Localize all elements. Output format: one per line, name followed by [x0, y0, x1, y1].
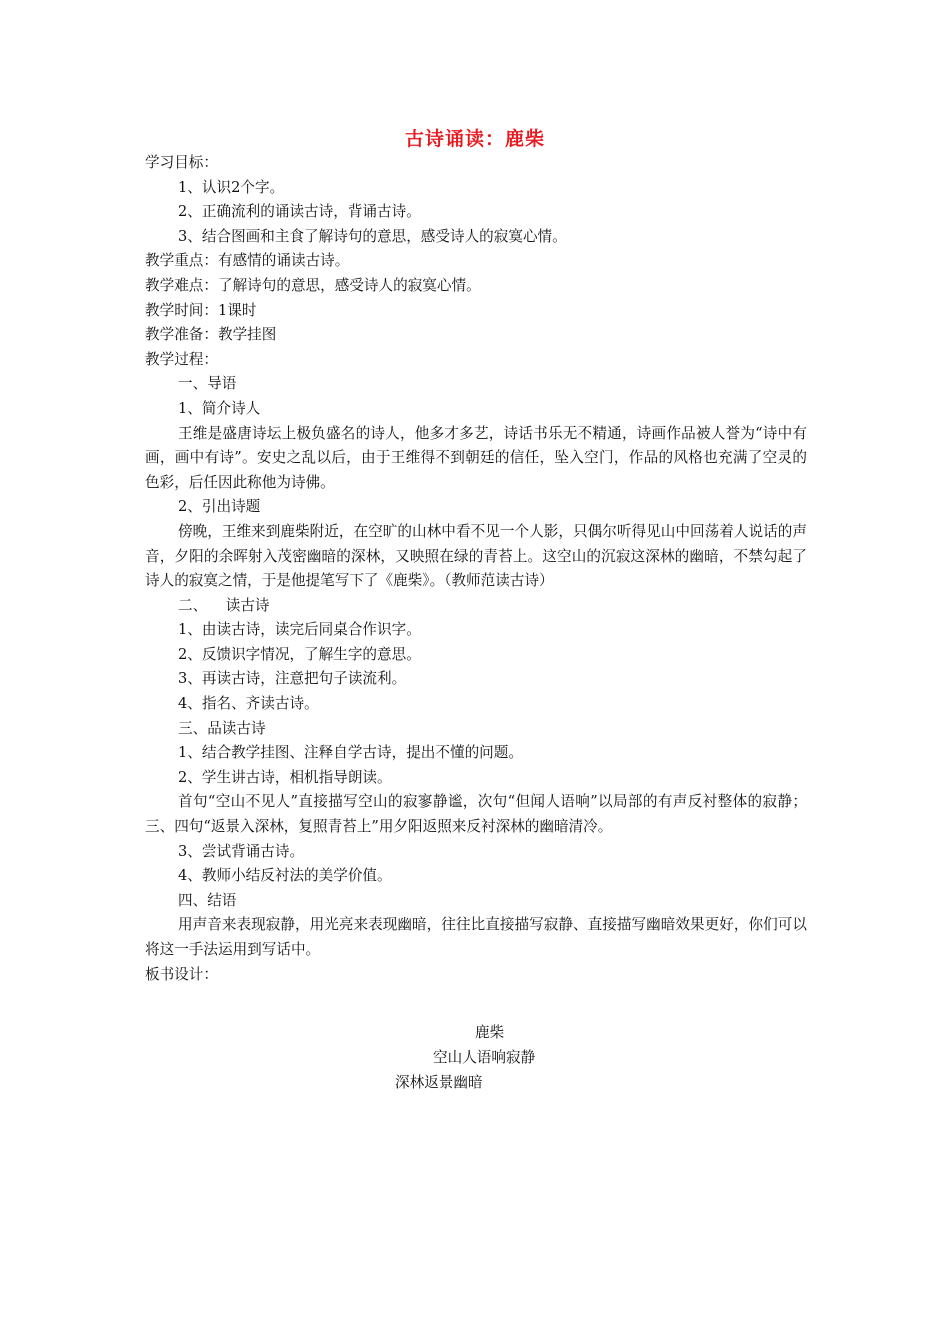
teaching-focus: 教学重点：有感情的诵读古诗。 — [145, 252, 350, 270]
paragraph-conclusion: 用声音来表现寂静，用光亮来表现幽暗，往往比直接描写寂静、直接描写幽暗效果更好，你们可以将这一手法运用到写话中。 — [145, 916, 807, 958]
board-title: 鹿柴 — [475, 1024, 505, 1041]
section-2-item-1: 1、由读古诗，读完后同桌合作识字。 — [178, 621, 421, 639]
section-2-item-2: 2、反馈识字情况，了解生字的意思。 — [178, 645, 421, 663]
board-line-1: 空山人语响寂静 — [433, 1049, 536, 1066]
paragraph-poem-analysis: 首句“空山不见人”直接描写空山的寂寥静谧，次句“但闻人语响”以局部的有声反衬整体的寂静；三、四句“返景入深林，复照青苔上”用夕阳返照来反衬深林的幽暗清冷。 — [145, 793, 807, 836]
section-4-heading: 四、结语 — [178, 891, 237, 909]
section-3-item-2: 2、学生讲古诗，相机指导朗读。 — [178, 768, 392, 786]
teaching-difficulty: 教学难点：了解诗句的意思，感受诗人的寂寞心情。 — [145, 276, 481, 294]
board-design-heading: 板书设计： — [145, 965, 218, 983]
process-heading: 教学过程： — [145, 350, 218, 368]
section-3-heading: 三、品读古诗 — [178, 719, 266, 737]
page-title: 古诗诵读：鹿柴 — [404, 128, 545, 150]
paragraph-title-intro: 傍晚，王维来到鹿柴附近，在空旷的山林中看不见一个人影，只偶尔听得见山中回荡着人说话的声音，夕阳的余晖射入茂密幽暗的深林，又映照在绿的青苔上。这空山的沉寂这深林的幽暗，不禁勾起了诗人的寂寞之情，于是他提笔写下了《鹿柴》。（教师范读古诗） — [145, 522, 807, 590]
section-2-heading: 二、 读古诗 — [178, 596, 270, 614]
document-body — [145, 151, 807, 987]
goals-heading: 学习目标： — [145, 154, 218, 171]
section-1-item-1: 1、简介诗人 — [178, 399, 261, 417]
section-2-item-3: 3、再读古诗，注意把句子读流利。 — [178, 670, 407, 688]
goal-item-3: 3、结合图画和主食了解诗句的意思，感受诗人的寂寞心情。 — [178, 227, 567, 245]
section-2-item-4: 4、指名、齐读古诗。 — [178, 695, 319, 713]
goal-item-1: 1、认识2个字。 — [178, 178, 285, 196]
paragraph-poet-intro: 王维是盛唐诗坛上极负盛名的诗人，他多才多艺，诗话书乐无不精通，诗画作品被人誉为“诗中有画，画中有诗”。安史之乱以后，由于王维得不到朝廷的信任，坠入空门，作品的风格也充满了空灵的色彩，后任因此称他为诗佛。 — [145, 424, 807, 491]
teaching-prep: 教学准备：教学挂图 — [145, 326, 277, 344]
section-3-item-4: 4、教师小结反衬法的美学价值。 — [178, 867, 392, 885]
board-line-2: 深林返景幽暗 — [395, 1074, 483, 1091]
section-1-heading: 一、导语 — [178, 375, 237, 393]
section-1-item-2: 2、引出诗题 — [178, 498, 261, 516]
section-3-item-3: 3、尝试背诵古诗。 — [178, 842, 305, 860]
goal-item-2: 2、正确流利的诵读古诗，背诵古诗。 — [178, 203, 421, 221]
teaching-time: 教学时间：1课时 — [145, 301, 257, 319]
section-3-item-1: 1、结合教学挂图、注释自学古诗，提出不懂的问题。 — [178, 744, 523, 762]
